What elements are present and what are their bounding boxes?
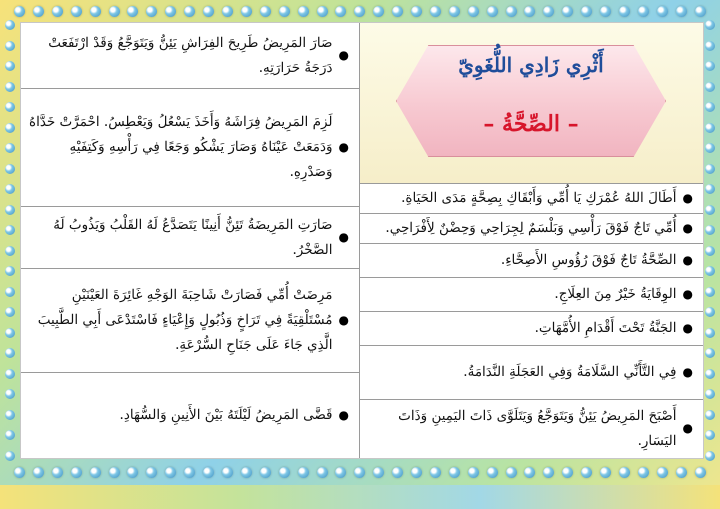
list-item <box>360 214 703 244</box>
list-item <box>21 373 359 458</box>
list-item <box>21 23 359 89</box>
list-item <box>360 244 703 278</box>
list-item-text: صَارَتِ المَرِيضَةُ تَئِنُّ أَنِينًا يَتَصَدَّعُ لَهُ القَلْبُ وَيَذُوبُ لَهُ الصَّخْرُ. <box>53 216 333 258</box>
list-item <box>360 400 703 457</box>
list-item-text: لَزِمَ المَرِيضُ فِرَاشَهُ وَأَخَذَ يَسْعُلُ وَيَعْطِسُ. احْمَرَّتْ خَدَّاهُ وَدَمَعَتْ عَيْنَاهُ وَصَارَ يَشْكُو وَجَعًا فِي رَأْسِهِ وَكَتِفَيْهِ وَصَدْرِهِ. <box>29 114 333 180</box>
header-banner <box>360 23 703 184</box>
bullet-icon: ● <box>338 140 349 154</box>
bullet-icon: ● <box>682 421 693 435</box>
list-item-text: أَطَالَ اللهُ عُمْرَكِ يَا أُمِّي وَأَبْقَاكِ بِصِحَّةٍ مَدَى الحَيَاةِ. <box>401 190 677 206</box>
bullet-icon: ● <box>682 253 693 267</box>
right-column-expressions <box>360 23 703 458</box>
list-item-text: أُمِّي تَاجٌ فَوْقَ رَأْسِي وَبَلْسَمٌ لِجِرَاحِي وَحِضْنٌ لِأَفْرَاحِي. <box>385 220 677 236</box>
list-item-text: فِي التَّأَنِّي السَّلَامَةُ وَفِي العَجَلَةِ النَّدَامَةُ. <box>463 364 677 380</box>
bullet-icon: ● <box>338 48 349 62</box>
list-item-text: أَصْبَحَ المَرِيضُ يَئِنُّ وَيَتَوَجَّعُ وَيَتَلَوَّى ذَاتَ اليَمِينِ وَذَاتَ اليَسَارِ. <box>398 407 677 449</box>
list-item <box>21 207 359 269</box>
bullet-icon: ● <box>682 365 693 379</box>
list-item <box>21 89 359 207</box>
bullet-icon: ● <box>338 313 349 327</box>
list-item <box>360 312 703 346</box>
list-item-text: الوِقَايَةُ خَيْرٌ مِنَ العِلَاجِ. <box>554 286 677 302</box>
worksheet-table <box>20 22 704 459</box>
list-item <box>360 346 703 400</box>
list-item-text: الصِّحَّةُ تَاجٌ فَوْقَ رُؤُوسِ الأَصِحَّاءِ. <box>500 252 677 268</box>
bullet-icon: ● <box>682 321 693 335</box>
list-item-text: مَرِضَتْ أُمِّي فَصَارَتْ شَاحِبَةَ الوَجْهِ غَائِرَةَ العَيْنَيْنِ مُسْتَلْقِيَةً فِي تَرَاخٍ وَذُبُولٍ وَإِعْيَاءٍ فَاسْتَدْعَى أَبِي الطَّبِيبَ الَّذِي جَاءَ عَلَى جَنَاحِ السُّرْعَةِ. <box>37 287 333 353</box>
bottom-decor-band <box>0 485 720 509</box>
list-item <box>360 278 703 312</box>
bullet-icon: ● <box>682 221 693 235</box>
page-title: أَثْرِي زَادِي اللُّغَوِيّ <box>458 53 604 77</box>
frame-right-dots <box>703 20 717 461</box>
bullet-icon: ● <box>682 191 693 205</box>
list-item-text: صَارَ المَرِيضُ طَرِيحَ الفِرَاشِ يَئِنُّ وَيَتَوَجَّعُ وَقَدْ ارْتَفَعَتْ دَرَجَةُ حَرَارَتِهِ. <box>48 34 333 76</box>
bullet-icon: ● <box>338 230 349 244</box>
list-item <box>21 269 359 373</box>
list-item <box>360 184 703 214</box>
bullet-icon: ● <box>682 287 693 301</box>
bullet-icon: ● <box>338 408 349 422</box>
frame-bottom-dots <box>0 463 720 481</box>
list-item-text: قَضَّى المَرِيضُ لَيْلَتَهُ بَيْنَ الأَنِينِ وَالسُّهَادِ. <box>119 407 333 423</box>
frame-left-dots <box>3 20 17 461</box>
page-subtitle: – الصِّحَّةُ – <box>483 111 579 137</box>
left-column-descriptions <box>21 23 360 458</box>
list-item-text: الجَنَّةُ تَحْتَ أَقْدَامِ الأُمَّهَاتِ. <box>534 320 677 336</box>
frame-top-dots <box>0 2 720 20</box>
